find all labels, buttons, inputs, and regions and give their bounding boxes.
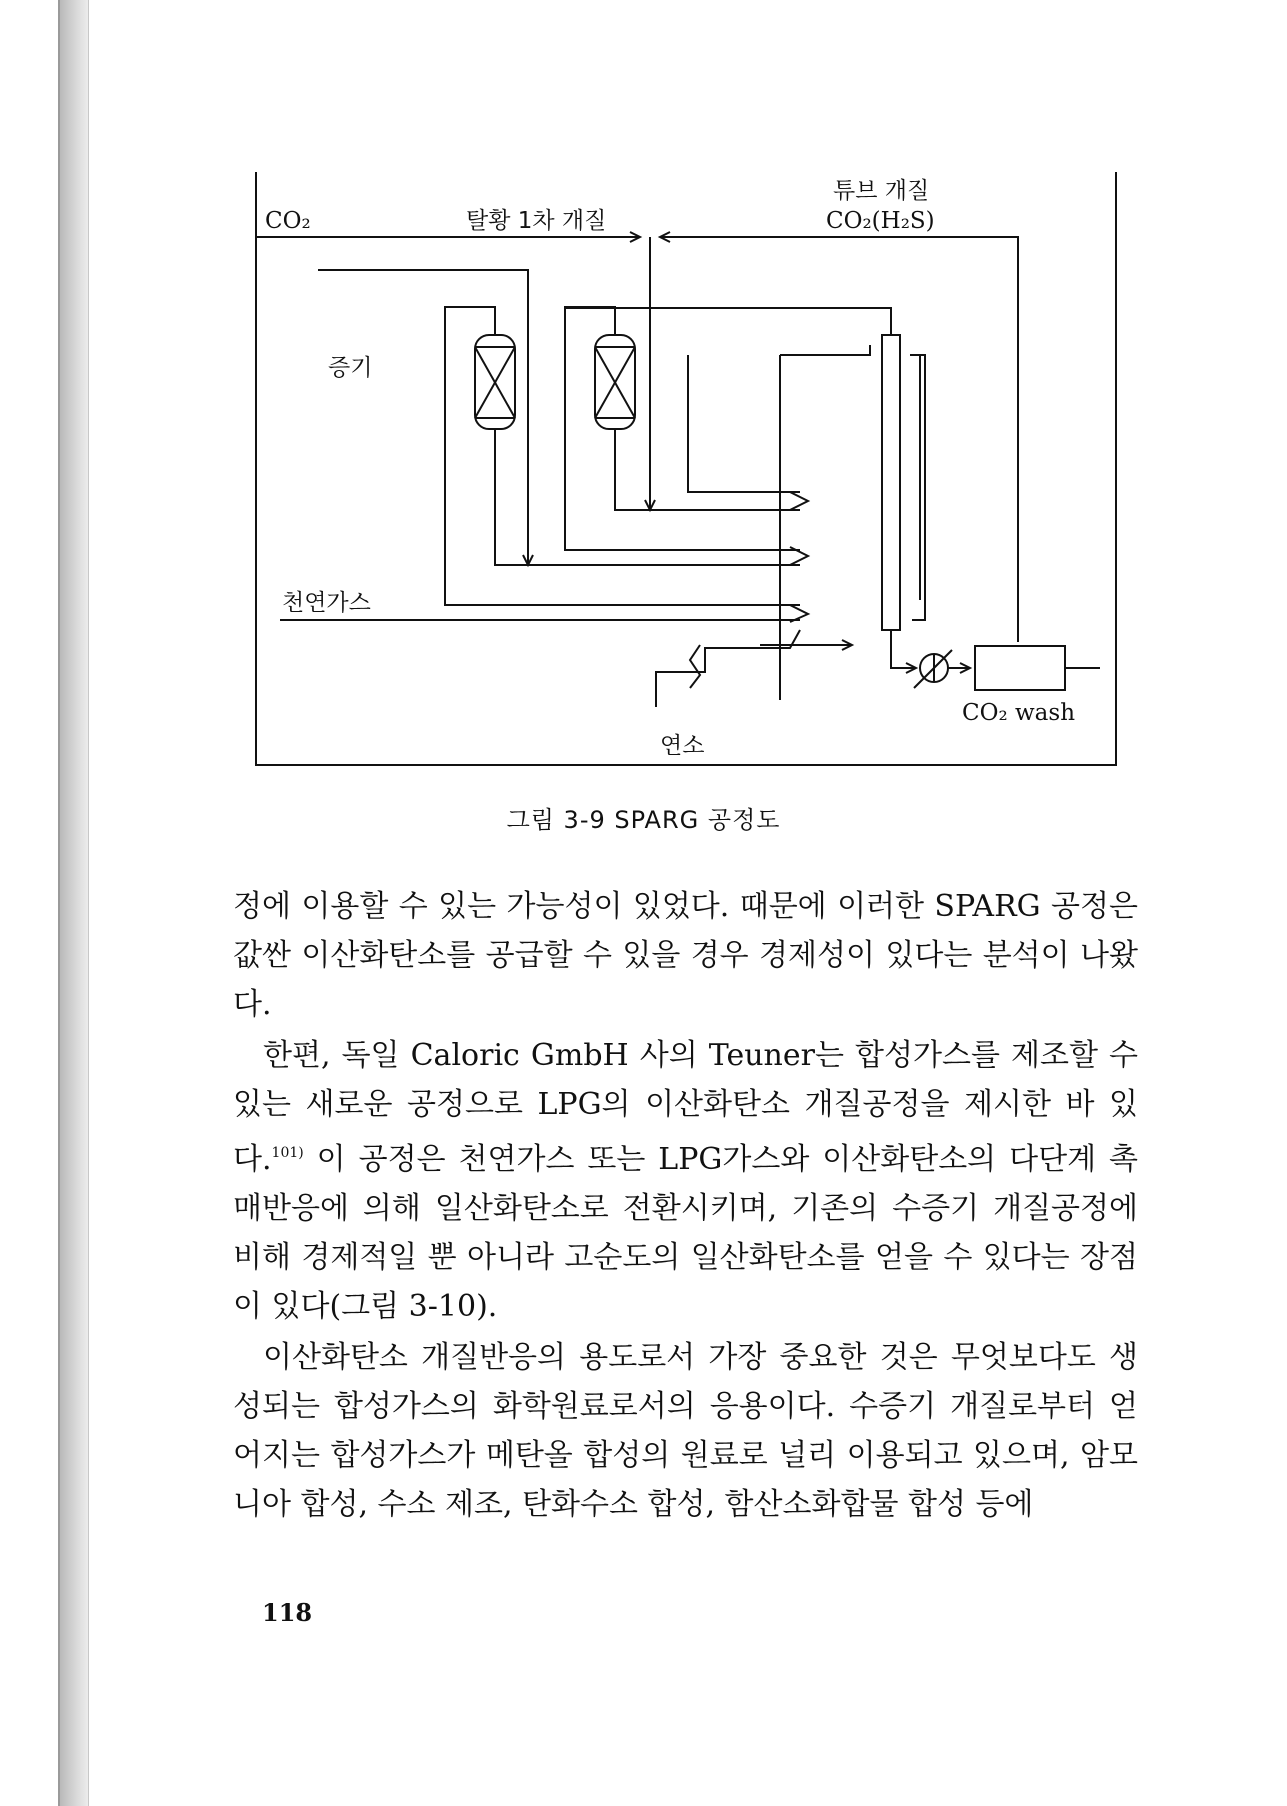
process-flow-svg (0, 0, 1287, 800)
paragraph-2-part-b: 이 공정은 천연가스 또는 LPG가스와 이산화탄소의 다단계 촉매반응에 의해 일산화탄소로 전환시키며, 기존의 수증기 개질공정에 비해 경제적일 뿐 아니라 고순도의 일산화탄소를 얻을 수 있다는 장점이 있다(그림 3-10). (233, 1142, 1138, 1324)
page-number: 118 (262, 1598, 313, 1627)
reactor-2-out-line (615, 429, 800, 510)
body-text (233, 882, 1138, 1531)
reformer-inner-2 (688, 355, 800, 492)
co2-wash-label: CO₂ wash (962, 700, 1076, 726)
combustion-label: 연소 (660, 733, 705, 759)
figure-frame (256, 172, 1116, 765)
reactor-2-feed-line (565, 307, 800, 550)
reformer-top-line (565, 308, 891, 335)
sparg-process-diagram (0, 0, 1287, 800)
reactor-1-out-line (495, 429, 800, 565)
co2-top-label: CO₂ (265, 208, 311, 234)
paragraph-1: 정에 이용할 수 있는 가능성이 있었다. 때문에 이러한 SPARG 공정은 값싼 이산화탄소를 공급할 수 있을 경우 경제성이 있다는 분석이 나왔다. (233, 889, 1138, 1022)
product-line (891, 630, 915, 668)
co2-h2s-label: CO₂(H₂S) (826, 208, 935, 234)
co2-recycle-line (660, 237, 1018, 642)
combustion-line (656, 630, 800, 707)
figure-caption: 그림 3-9 SPARG 공정도 (506, 806, 781, 834)
combustion-zigzag (690, 645, 700, 688)
reformer-loop (910, 355, 925, 620)
reference-101: 101) (271, 1145, 304, 1161)
reformer-inner-1 (780, 345, 870, 355)
paragraph-2 (233, 1031, 1138, 1331)
paragraph-3: 이산화탄소 개질반응의 용도로서 가장 중요한 것은 무엇보다도 생성되는 합성가스의 화학원료로서의 응용이다. 수증기 개질로부터 얻어지는 합성가스가 메탄올 합성의 원료로 널리 이용되고 있으며, 암모니아 합성, 수소 제조, 탄화수소 합성, 함산소화합물 합성 등에 (233, 1340, 1138, 1522)
steam-label: 증기 (328, 355, 373, 381)
paragraph-2-part-a: 한편, 독일 Caloric GmbH 사의 Teuner는 합성가스를 제조할 수 있는 새로운 공정으로 LPG의 이산화탄소 개질공정을 제시한 바 있다. (233, 1038, 1138, 1177)
desulfurization-label: 탈황 1차 개질 (466, 208, 607, 234)
tube-reforming-label: 튜브 개질 (833, 178, 930, 204)
co2-wash-unit (975, 646, 1065, 690)
tube-reformer (882, 335, 900, 630)
natural-gas-label: 천연가스 (282, 590, 371, 616)
hx-zigzag-1 (790, 492, 808, 510)
reactor-1-feed-line (445, 307, 800, 605)
